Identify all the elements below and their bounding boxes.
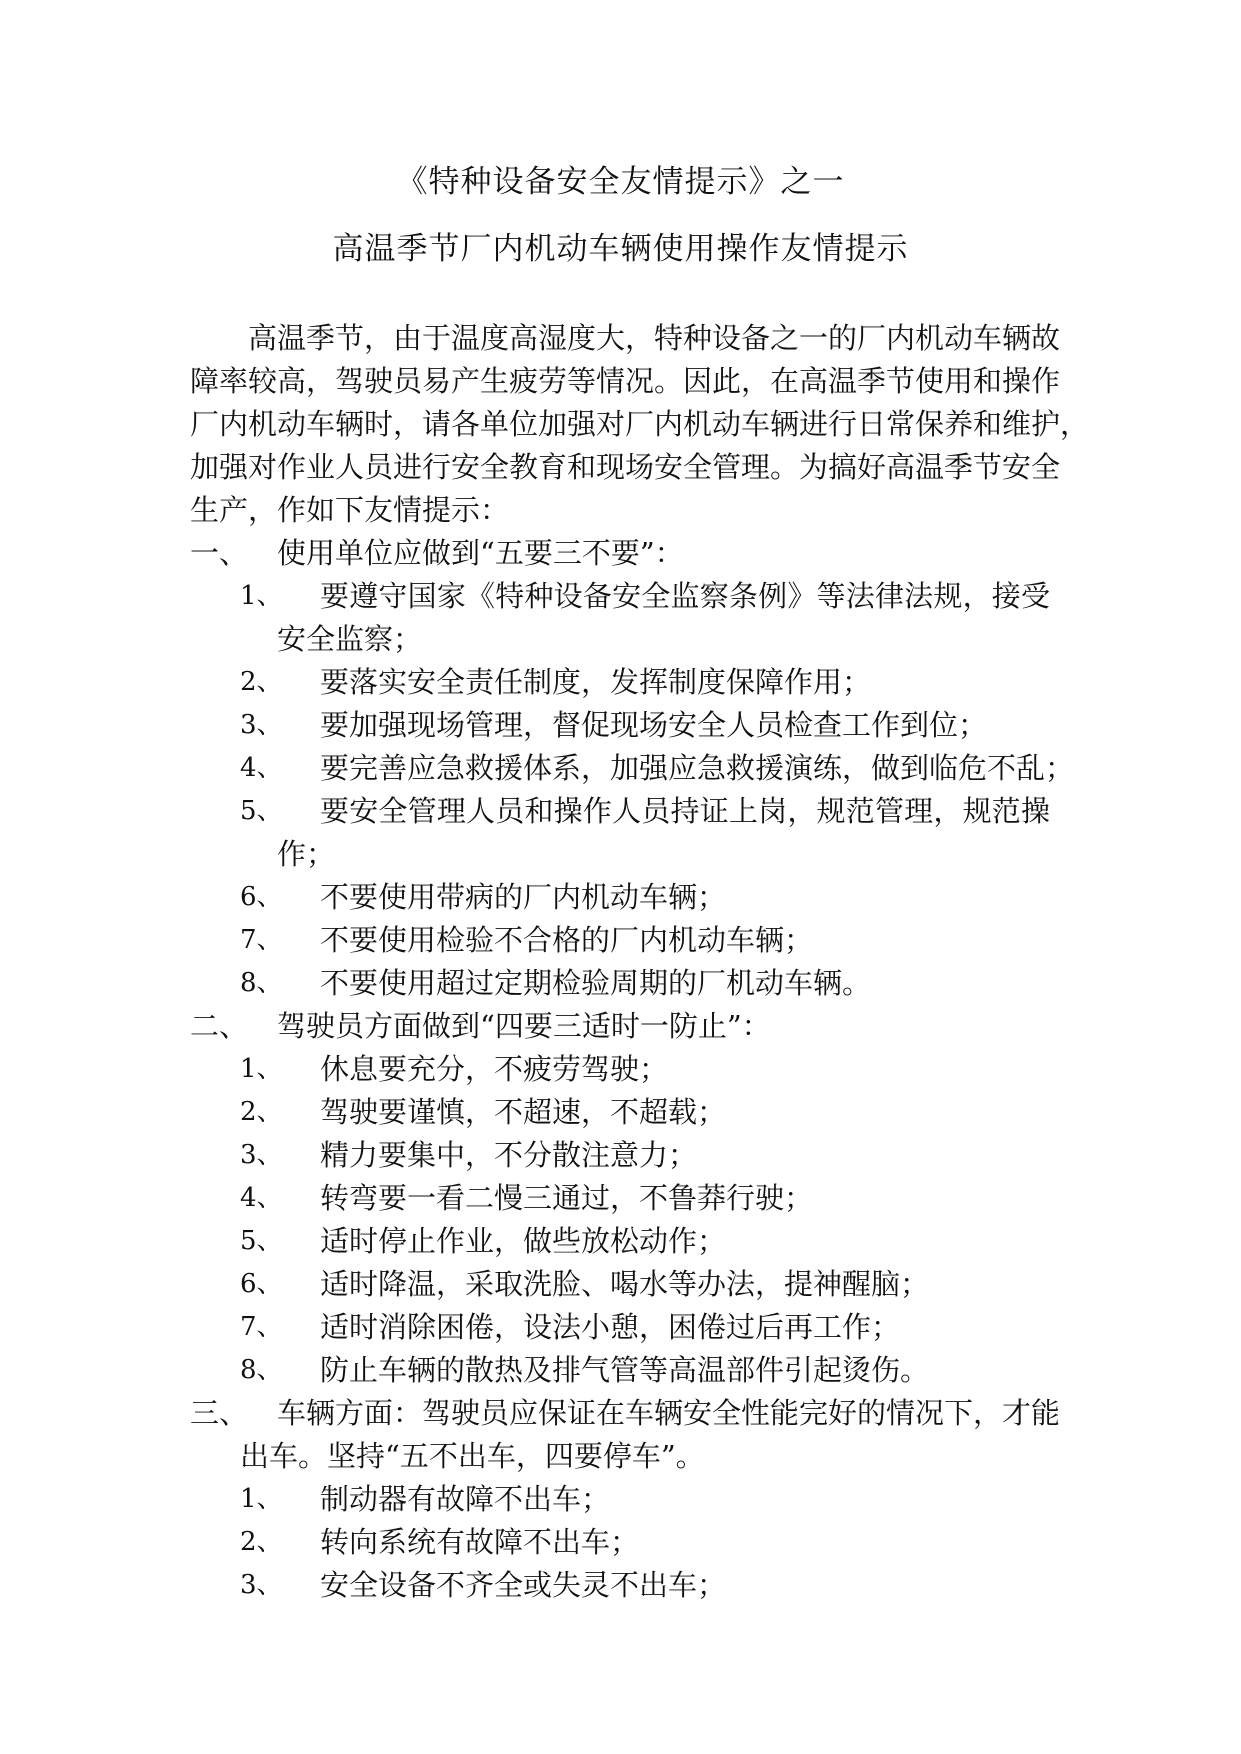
section-heading-text-continuation: 出车。坚持“五不出车，四要停车”。 xyxy=(240,1439,705,1473)
document-subtitle: 高温季节厂内机动车辆使用操作友情提示 xyxy=(332,231,909,267)
item-text: 要落实安全责任制度，发挥制度保障作用； xyxy=(320,665,872,699)
list-item xyxy=(190,661,1050,704)
list-item xyxy=(190,1091,1050,1134)
list-item xyxy=(190,1521,1050,1564)
list-item xyxy=(190,962,1050,1005)
item-text: 转向系统有故障不出车； xyxy=(320,1525,640,1559)
item-text: 适时消除困倦，设法小憩，困倦过后再工作； xyxy=(320,1310,901,1344)
item-marker: 2、 xyxy=(240,1097,283,1127)
item-text: 适时降温，采取洗脸、喝水等办法，提神醒脑； xyxy=(320,1267,930,1301)
item-text-continuation: 安全监察； xyxy=(277,622,423,656)
document-title: 《特种设备安全友情提示》之一 xyxy=(396,164,845,200)
intro-paragraph xyxy=(190,317,1090,532)
item-marker: 2、 xyxy=(240,1527,283,1557)
section-marker: 三、 xyxy=(190,1396,249,1430)
list-item xyxy=(190,575,1050,618)
item-marker: 6、 xyxy=(240,882,283,912)
item-text: 要加强现场管理，督促现场安全人员检查工作到位； xyxy=(320,708,988,742)
section-heading xyxy=(190,1005,1050,1048)
item-text: 不要使用超过定期检验周期的厂机动车辆。 xyxy=(320,966,872,1000)
section-marker: 一、 xyxy=(190,536,249,570)
item-marker: 3、 xyxy=(240,1570,283,1600)
item-marker: 1、 xyxy=(240,1054,283,1084)
intro-line: 厂内机动车辆时，请各单位加强对厂内机动车辆进行日常保养和维护， xyxy=(190,407,1090,441)
item-marker: 4、 xyxy=(240,753,283,783)
section-heading-text: 驾驶员方面做到“四要三适时一防止”： xyxy=(277,1009,771,1043)
intro-line: 障率较高，驾驶员易产生疲劳等情况。因此，在高温季节使用和操作 xyxy=(190,364,1061,398)
list-item xyxy=(190,1220,1050,1263)
item-text: 制动器有故障不出车； xyxy=(320,1482,611,1516)
item-text: 不要使用带病的厂内机动车辆； xyxy=(320,880,727,914)
item-text: 精力要集中，不分散注意力； xyxy=(320,1138,698,1172)
item-marker: 3、 xyxy=(240,1140,283,1170)
item-text: 适时停止作业，做些放松动作； xyxy=(320,1224,727,1258)
item-text: 要安全管理人员和操作人员持证上岗，规范管理，规范操 xyxy=(320,794,1050,828)
section-heading xyxy=(190,1392,1061,1435)
item-marker: 5、 xyxy=(240,796,283,826)
item-marker: 6、 xyxy=(240,1269,283,1299)
item-text: 转弯要一看二慢三通过，不鲁莽行驶； xyxy=(320,1181,814,1215)
section-marker: 二、 xyxy=(190,1009,249,1043)
item-text: 不要使用检验不合格的厂内机动车辆； xyxy=(320,923,814,957)
list-item xyxy=(190,747,1075,790)
item-marker: 7、 xyxy=(240,925,283,955)
item-marker: 7、 xyxy=(240,1312,283,1342)
list-item xyxy=(190,790,1050,833)
list-item xyxy=(190,1564,1050,1607)
item-marker: 1、 xyxy=(240,581,283,611)
document-body xyxy=(190,317,1090,1607)
item-marker: 8、 xyxy=(240,968,283,998)
list-item xyxy=(190,1263,1050,1306)
list-item xyxy=(190,704,1050,747)
intro-line: 生产，作如下友情提示： xyxy=(190,493,510,527)
section-heading-continuation xyxy=(190,1435,1050,1478)
list-item xyxy=(190,919,1050,962)
item-marker: 5、 xyxy=(240,1226,283,1256)
list-item xyxy=(190,876,1050,919)
item-marker: 4、 xyxy=(240,1183,283,1213)
item-marker: 3、 xyxy=(240,710,283,740)
list-item-continuation xyxy=(190,618,1050,661)
list-item xyxy=(190,1478,1050,1521)
list-item xyxy=(190,1134,1050,1177)
item-text: 休息要充分，不疲劳驾驶； xyxy=(320,1052,669,1086)
item-text: 要遵守国家《特种设备安全监察条例》等法律法规，接受 xyxy=(320,579,1050,613)
list-item xyxy=(190,1048,1050,1091)
intro-line: 加强对作业人员进行安全教育和现场安全管理。为搞好高温季节安全 xyxy=(190,450,1061,484)
list-item xyxy=(190,1177,1050,1220)
intro-line: 高温季节，由于温度高湿度大，特种设备之一的厂内机动车辆故 xyxy=(248,321,1061,355)
section-heading xyxy=(190,532,1050,575)
list-item-continuation xyxy=(190,833,1050,876)
item-text: 防止车辆的散热及排气管等高温部件引起烫伤。 xyxy=(320,1353,930,1387)
item-text: 要完善应急救援体系，加强应急救援演练，做到临危不乱； xyxy=(320,751,1075,785)
item-text: 安全设备不齐全或失灵不出车； xyxy=(320,1568,727,1602)
item-marker: 1、 xyxy=(240,1484,283,1514)
list-item xyxy=(190,1349,1050,1392)
item-marker: 8、 xyxy=(240,1355,283,1385)
item-text-continuation: 作； xyxy=(277,837,336,871)
item-text: 驾驶要谨慎，不超速，不超载； xyxy=(320,1095,727,1129)
list-item xyxy=(190,1306,1050,1349)
section-heading-text: 车辆方面：驾驶员应保证在车辆安全性能完好的情况下，才能 xyxy=(277,1396,1061,1430)
section-heading-text: 使用单位应做到“五要三不要”： xyxy=(277,536,684,570)
item-marker: 2、 xyxy=(240,667,283,697)
